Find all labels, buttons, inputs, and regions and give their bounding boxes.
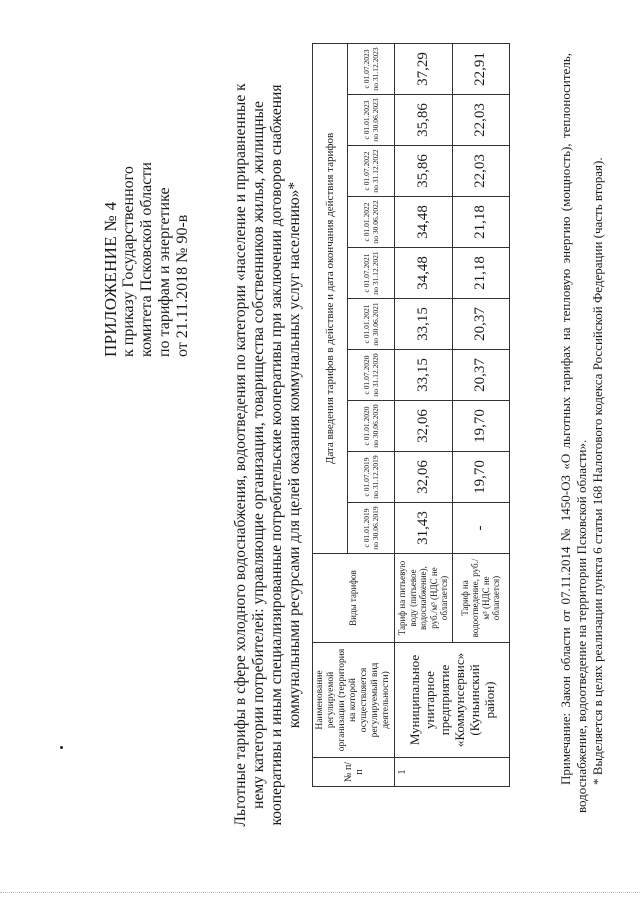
table-row [395, 44, 453, 787]
tariff-value: 34,48 [395, 197, 453, 248]
tariff-value: 33,15 [395, 350, 453, 401]
row-kind: Тариф на питьевую воду (питьевое водоснабжение), руб./м³ (НДС не облагается) [395, 554, 453, 643]
tariff-table [312, 43, 510, 787]
header-period: с 01.01.2021 по 30.06.2021 [347, 299, 394, 350]
header-period: с 01.07.2020 по 31.12.2020 [347, 350, 394, 401]
tariff-value: 21,18 [452, 197, 509, 248]
scan-speck [60, 746, 63, 749]
header-period: с 01.01.2022 по 30.06.2022 [347, 197, 394, 248]
row-org: Муниципальное унитарное предприятие «Коммунсервис» (Куньинский район) [395, 643, 510, 758]
header-period: с 01.07.2019 по 31.12.2019 [347, 452, 394, 503]
tariff-value: 37,29 [395, 44, 453, 95]
tariff-value: 32,06 [395, 401, 453, 452]
header-period: с 01.07.2023 по 31.12.2023 [347, 44, 394, 95]
scan-edge [0, 892, 640, 905]
footnote: * Выделяется в целях реализации пункта 6 статьи 168 Налогового кодекса Российской Федерации (часть вторая). [590, 157, 605, 785]
row-num: 1 [395, 758, 510, 787]
tariff-value: 33,15 [395, 299, 453, 350]
tariff-value: 19,70 [452, 401, 509, 452]
notes-block [558, 53, 606, 813]
tariff-value: 20,37 [452, 299, 509, 350]
row-kind: Тариф на водоотведение, руб./м³ (НДС не облагается) [452, 554, 509, 643]
header-period: с 01.01.2020 по 30.06.2020 [347, 401, 394, 452]
header-num: № п/п [313, 758, 395, 787]
appendix-block [102, 57, 192, 357]
tariff-value: 20,37 [452, 350, 509, 401]
tariff-value: 22,91 [452, 44, 509, 95]
appendix-line: от 21.11.2018 № 90-в [174, 214, 191, 357]
tariff-value: - [452, 503, 509, 554]
note-law: Примечание: Закон области от 07.11.2014 № 1450-ОЗ «О льготных тарифах на тепловую энергию (мощность), теплоноситель, водоснабжение, водоотведение на территории Псковской области». [558, 53, 589, 813]
tariff-value: 32,06 [395, 452, 453, 503]
document-heading: Льготные тарифы в сфере холодного водоснабжения, водоотведения по категории «население и приравненные к нему категории потребителей: управляющие организации, товарищества собственников жилья, жилищные кооперативы и иным специализированные потребительские кооперативы при заключении договоров снабжения коммунальными ресурсами для целей оказания коммунальных услуг населению»* [232, 83, 303, 827]
table-header-row [313, 44, 348, 787]
header-dates-group: Дата введения тарифов в действие и дата окончания действия тарифов [313, 44, 348, 554]
appendix-line: по тарифам и энергетике [156, 187, 173, 357]
tariff-value: 21,18 [452, 248, 509, 299]
tariff-value: 31,43 [395, 503, 453, 554]
tariff-value: 22,03 [452, 95, 509, 146]
tariff-value: 35,86 [395, 95, 453, 146]
header-kind: Виды тарифов [313, 554, 395, 643]
tariff-value: 22,03 [452, 146, 509, 197]
appendix-title: ПРИЛОЖЕНИЕ № 4 [101, 201, 120, 357]
tariff-value: 35,86 [395, 146, 453, 197]
header-period: с 01.07.2021 по 31.12.2021 [347, 248, 394, 299]
appendix-line: к приказу Государственного [120, 166, 137, 357]
tariff-value: 34,48 [395, 248, 453, 299]
header-period: с 01.07.2022 по 31.12.2022 [347, 146, 394, 197]
header-period: с 01.01.2023 по 30.06.2023 [347, 95, 394, 146]
header-period: с 01.01.2019 по 30.06.2019 [347, 503, 394, 554]
header-org: Наименование регулируемой организации (территория на которой осуществляется регулируемый вид деятельности) [313, 643, 395, 758]
appendix-line: комитета Псковской области [138, 162, 155, 357]
tariff-value: 19,70 [452, 452, 509, 503]
